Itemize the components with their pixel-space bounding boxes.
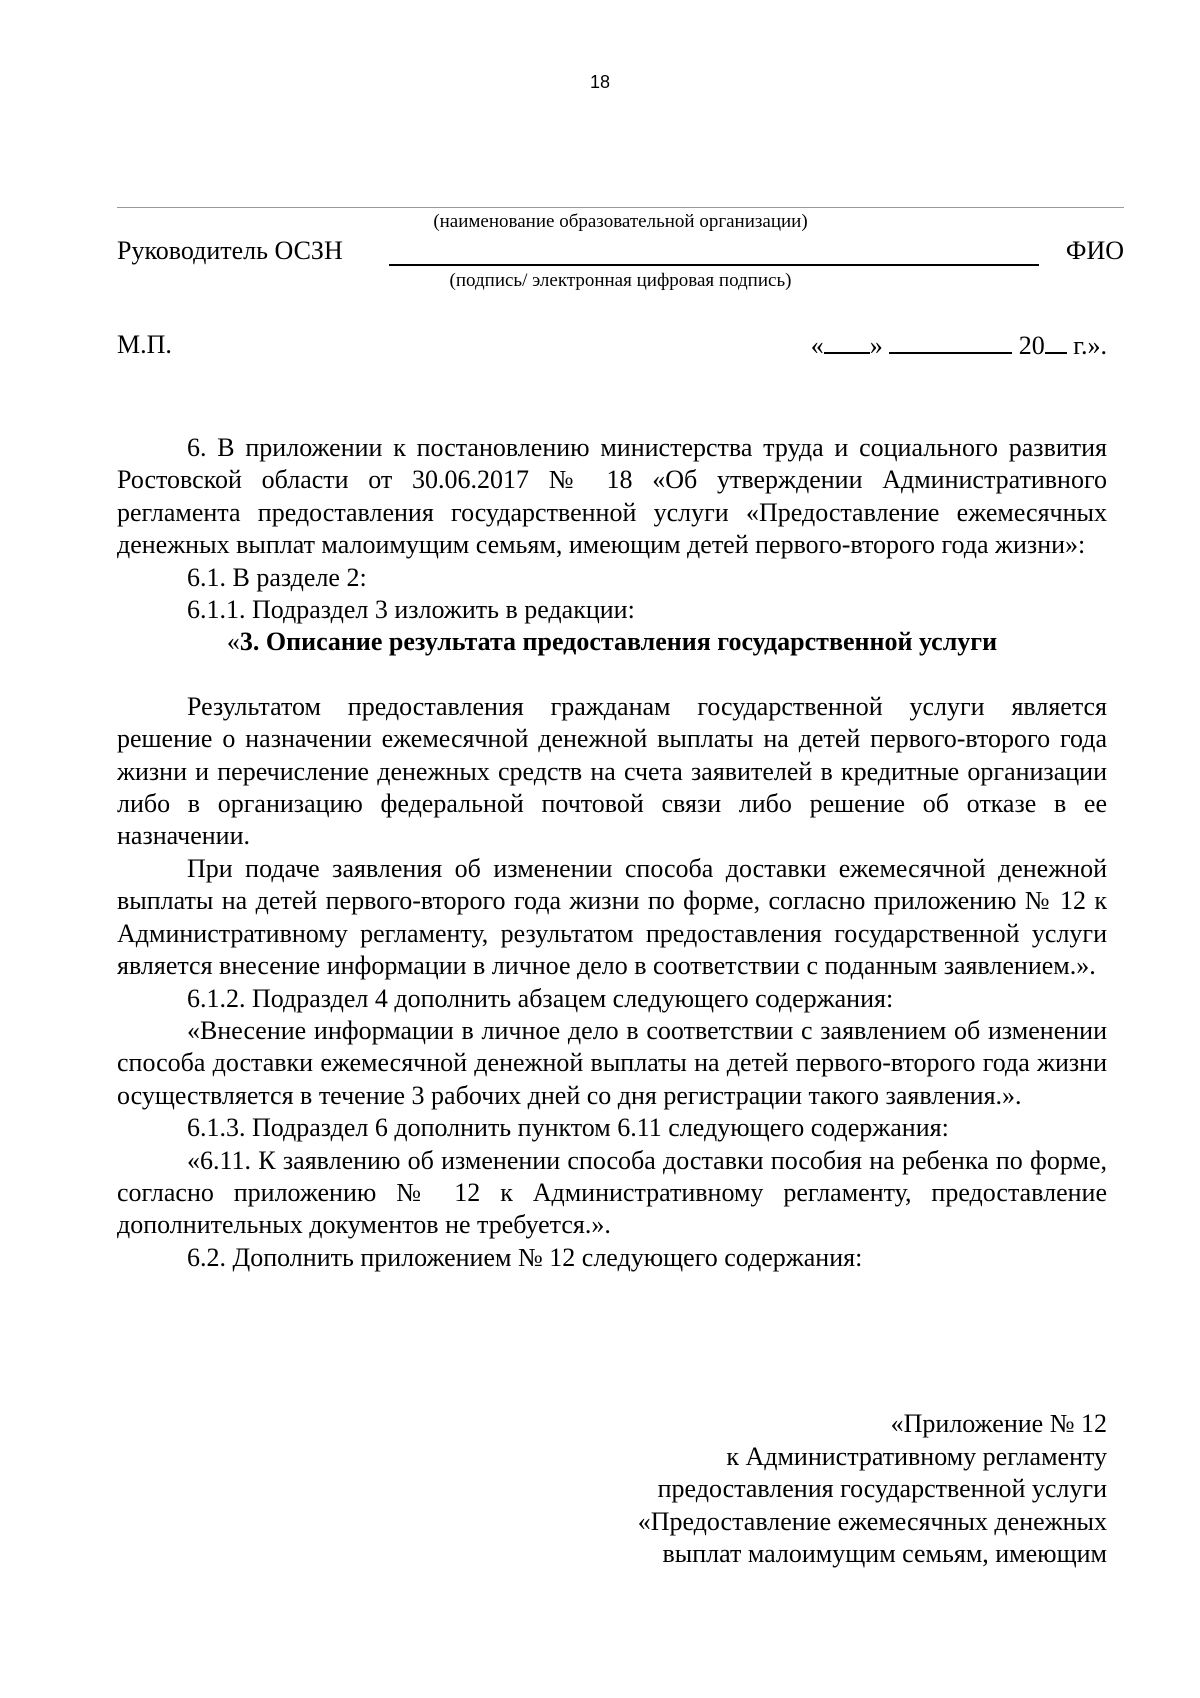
- signature-line: [389, 264, 1039, 266]
- year-suffix: г.».: [1066, 331, 1107, 360]
- year-prefix: 20: [1018, 331, 1045, 360]
- paragraph: 6.1.3. Подраздел 6 дополнить пунктом 6.11 следующего содержания:: [187, 1113, 949, 1143]
- document-body: [117, 432, 1107, 1274]
- date-open-quote: «: [810, 331, 824, 360]
- annex-line: «Приложение № 12: [890, 1409, 1107, 1438]
- annex-line: выплат малоимущим семьям, имеющим: [662, 1539, 1107, 1568]
- annex-line: предоставления государственной услуги: [657, 1474, 1107, 1503]
- paragraph: 6.2. Дополнить приложением № 12 следующего содержания:: [187, 1242, 863, 1272]
- paragraph: 6.1. В разделе 2:: [187, 562, 367, 592]
- paragraph: Результатом предоставления гражданам государственной услуги является решение о назначении ежемесячной денежной выплаты на детей первого-второго года жизни и перечисление денежных средств на счета заявителей в кредитные организации либо в организацию федеральной почтовой связи либо решение об отказе в ее назначении.: [117, 691, 1107, 851]
- page-number: 18: [589, 72, 611, 92]
- paragraph: «Внесение информации в личное дело в соответствии с заявлением об изменении способа доставки ежемесячной денежной выплаты на детей первого-второго года жизни осуществляется в течение 3 рабочих дней со дня регистрации такого заявления.».: [117, 1015, 1107, 1110]
- fio-label: ФИО: [1065, 236, 1124, 265]
- date-close-quote: »: [869, 331, 883, 360]
- head-signature-row: [117, 236, 1124, 270]
- paragraph: 6. В приложении к постановлению министерства труда и социального развития Ростовской области от 30.06.2017 № 18 «Об утверждении Административного регламента предоставления государственной услуги «Предоставление ежемесячных денежных выплат малоимущим семьям, имеющим детей первого-второго года жизни»:: [117, 433, 1107, 560]
- organization-caption: (наименование образовательной организации): [433, 211, 808, 232]
- stamp-label: М.П.: [117, 330, 172, 359]
- annex-line: «Предоставление ежемесячных денежных: [637, 1506, 1107, 1536]
- paragraph: 6.1.2. Подраздел 4 дополнить абзацем следующего содержания:: [187, 983, 894, 1013]
- head-label: Руководитель ОСЗН: [117, 236, 343, 265]
- paragraph: 6.1.1. Подраздел 3 изложить в редакции:: [187, 595, 635, 625]
- date-field: [811, 330, 1107, 361]
- heading-text: 3. Описание результата предоставления государственной услуги: [239, 627, 998, 657]
- month-blank: [889, 330, 1012, 354]
- organization-line: [117, 207, 1124, 208]
- signature-caption: (подпись/ электронная цифровая подпись): [449, 270, 792, 291]
- paragraph: «6.11. К заявлению об изменении способа доставки пособия на ребенка по форме, согласно приложению № 12 к Административному регламенту, предоставление дополнительных документов не требуется.».: [117, 1145, 1107, 1240]
- annex-block: [117, 1408, 1107, 1571]
- heading-quote: «: [226, 627, 240, 657]
- section-heading: [117, 626, 1107, 658]
- annex-line: к Административному регламенту: [726, 1441, 1107, 1471]
- paragraph: При подаче заявления об изменении способа доставки ежемесячной денежной выплаты на детей первого-второго года жизни по форме, согласно приложению № 12 к Административному регламенту, результатом предоставления государственной услуги является внесение информации в личное дело в соответствии с поданным заявлением.».: [117, 853, 1107, 981]
- day-blank: [824, 330, 870, 354]
- year-blank: [1045, 330, 1067, 354]
